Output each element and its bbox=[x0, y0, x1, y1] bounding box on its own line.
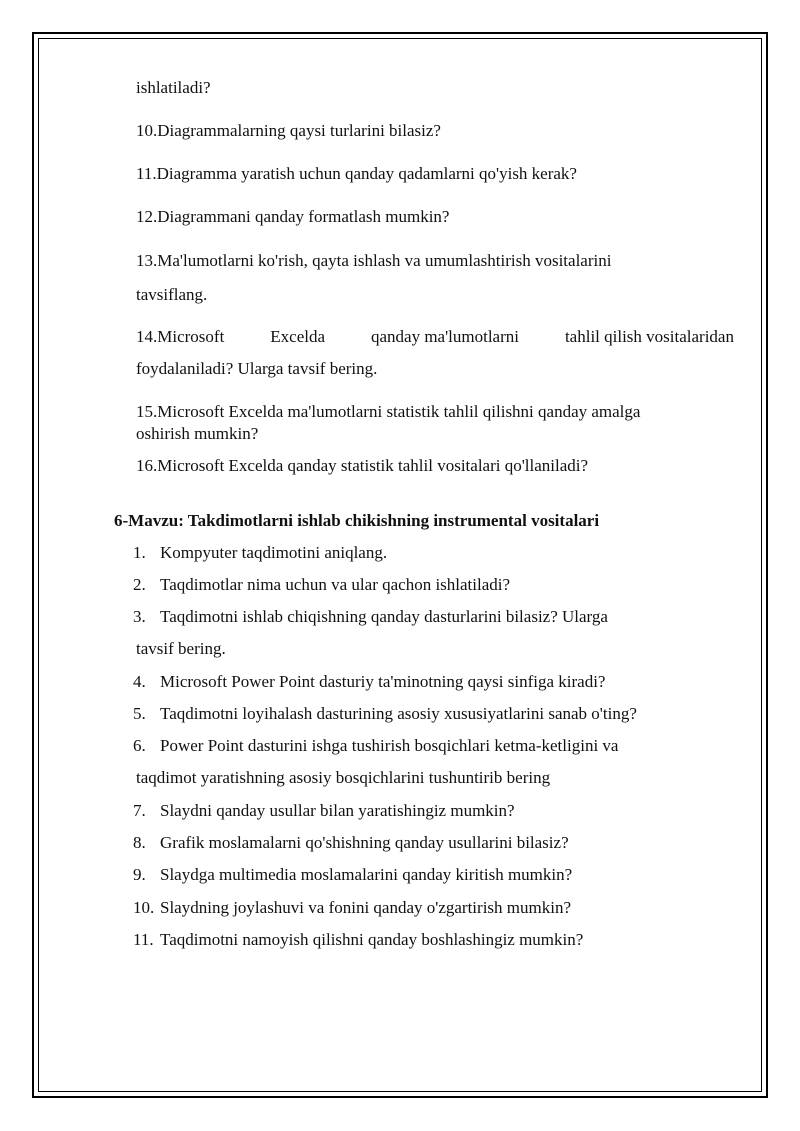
item-number: 5. bbox=[133, 704, 146, 723]
list-item bbox=[133, 801, 515, 821]
question-16: 16.Microsoft Excelda qanday statistik tahlil vositalari qo'llaniladi? bbox=[136, 456, 589, 475]
item-text: Microsoft Power Point dasturiy ta'minotning qaysi sinfiga kiradi? bbox=[160, 672, 606, 691]
question-14-word: tahlil qilish vositalaridan bbox=[564, 327, 734, 346]
question-13-line2: tavsiflang. bbox=[136, 285, 208, 304]
item-number: 9. bbox=[133, 865, 146, 884]
list-item bbox=[133, 898, 571, 918]
list-item-continuation: taqdimot yaratishning asosiy bosqichlarini tushuntirib bering bbox=[136, 768, 551, 787]
question-14-line2: foydalaniladi? Ularga tavsif bering. bbox=[136, 359, 378, 378]
item-text: Slaydning joylashuvi va fonini qanday o'zgartirish mumkin? bbox=[160, 898, 571, 917]
list-item bbox=[133, 672, 605, 692]
question-14-word: 14.Microsoft bbox=[136, 327, 225, 346]
question-15-line2: oshirish mumkin? bbox=[136, 424, 259, 443]
item-text: Kompyuter taqdimotini aniqlang. bbox=[160, 543, 388, 562]
item-number: 2. bbox=[133, 575, 146, 594]
item-number: 3. bbox=[133, 607, 146, 626]
list-item bbox=[133, 930, 583, 950]
item-number: 11. bbox=[133, 930, 154, 949]
list-item-continuation: tavsif bering. bbox=[136, 639, 226, 658]
question-9-continuation: ishlatiladi? bbox=[136, 78, 211, 97]
item-text: Taqdimotlar nima uchun va ular qachon ishlatiladi? bbox=[160, 575, 511, 594]
list-item bbox=[133, 607, 608, 627]
question-14-word: Excelda bbox=[270, 327, 326, 346]
item-number: 4. bbox=[133, 672, 146, 691]
item-text: Slaydni qanday usullar bilan yaratishingiz mumkin? bbox=[160, 801, 515, 820]
item-text: Taqdimotni namoyish qilishni qanday boshlashingiz mumkin? bbox=[160, 930, 584, 949]
item-number: 6. bbox=[133, 736, 146, 755]
question-14-word: qanday ma'lumotlarni bbox=[370, 327, 519, 346]
item-text: Taqdimotni loyihalash dasturining asosiy xususiyatlarini sanab o'ting? bbox=[160, 704, 637, 723]
item-number: 8. bbox=[133, 833, 146, 852]
item-text: Grafik moslamalarni qo'shishning qanday usullarini bilasiz? bbox=[160, 833, 569, 852]
question-15-line1: 15.Microsoft Excelda ma'lumotlarni statistik tahlil qilishni qanday amalga bbox=[136, 402, 641, 421]
list-item bbox=[133, 575, 510, 595]
question-14-line1 bbox=[136, 327, 734, 347]
section-heading: 6-Mavzu: Takdimotlarni ishlab chikishning instrumental vositalari bbox=[114, 511, 600, 530]
item-number: 10. bbox=[133, 898, 155, 917]
question-10: 10.Diagrammalarning qaysi turlarini bilasiz? bbox=[136, 121, 441, 140]
item-number: 1. bbox=[133, 543, 146, 562]
question-11: 11.Diagramma yaratish uchun qanday qadamlarni qo'yish kerak? bbox=[136, 164, 577, 183]
list-item bbox=[133, 736, 618, 756]
item-text: Slaydga multimedia moslamalarini qanday kiritish mumkin? bbox=[160, 865, 573, 884]
item-number: 7. bbox=[133, 801, 146, 820]
list-item bbox=[133, 704, 637, 724]
list-item bbox=[133, 543, 387, 563]
question-13-line1: 13.Ma'lumotlarni ko'rish, qayta ishlash va umumlashtirish vositalarini bbox=[136, 251, 612, 270]
item-text: Taqdimotni ishlab chiqishning qanday dasturlarini bilasiz? Ularga bbox=[160, 607, 608, 626]
question-12: 12.Diagrammani qanday formatlash mumkin? bbox=[136, 207, 450, 226]
list-item bbox=[133, 865, 572, 885]
item-text: Power Point dasturini ishga tushirish bosqichlari ketma-ketligini va bbox=[160, 736, 619, 755]
list-item bbox=[133, 833, 569, 853]
